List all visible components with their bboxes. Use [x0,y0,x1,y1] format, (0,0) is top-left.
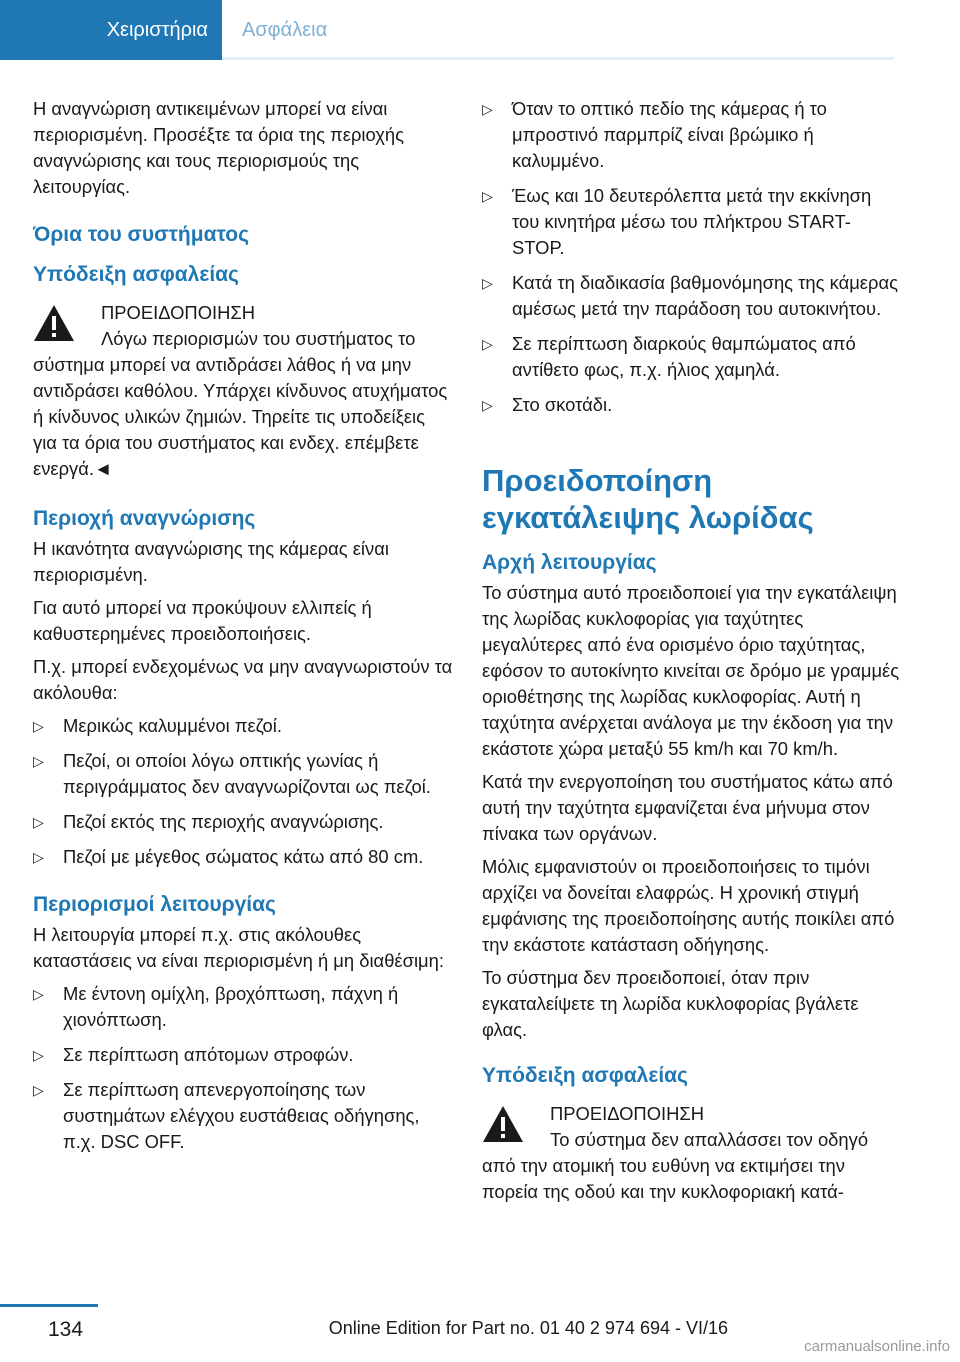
tab-underline [222,57,894,60]
list-item: ▷ Σε περίπτωση διαρκούς θαμπώματος από αντίθετο φως, π.χ. ήλιος χαμηλά. [482,331,902,383]
footer-accent-bar [0,1304,98,1307]
left-column [33,96,453,1164]
warning-block [33,300,453,482]
list-item: ▷ Στο σκοτάδι. [482,392,902,418]
list-item: ▷ Κατά τη διαδικασία βαθμονόμησης της κάμερας αμέσως μετά την παράδοση του αυτοκινήτου. [482,270,902,322]
principle-paragraph-1: Το σύστημα αυτό προειδοποιεί για την εγκατάλειψη της λωρίδας κυκλοφορίας για ταχύτητες μεγαλύτερες από ένα ορισμένο όριο ταχύτητας, εφόσον το αυτοκίνητο κινείται σε δρόμο με γραμμές οριοθέτησης της λωρίδας κυκλοφορίας. Αυτή η ταχύτητα ανέρχεται ανάλογα με την έκδοση για την εκάστοτε χώρα μεταξύ 55 km/h και 70 km/h. [482,582,900,759]
warning-block-2 [482,1101,902,1205]
list-item: ▷ Πεζοί, οι οποίοι λόγω οπτικής γωνίας ή περιγράμματος δεν αναγνωρίζονται ως πεζοί. [33,748,453,800]
list-item: ▷ Πεζοί με μέγεθος σώματος κάτω από 80 cm. [33,844,453,870]
intro-paragraph: Η αναγνώριση αντικειμένων μπορεί να είναι περιορισμένη. Προσέξτε τα όρια της περιοχής αναγνώρισης και τους περιορισμούς της λειτουργίας. [33,98,404,197]
tab-controls[interactable]: Χειριστήρια [0,0,222,60]
heading-detection-area: Περιοχή αναγνώρισης [33,507,256,530]
function-paragraph: Η λειτουργία μπορεί π.χ. στις ακόλουθες καταστάσεις να είναι περιορισμένη ή μη διαθέσιμη: [33,924,444,971]
principle-paragraph-3: Μόλις εμφανιστούν οι προειδοποιήσεις το τιμόνι αρχίζει να δονείται ελαφρώς. Η χρονική στιγμή εμφάνισης της προειδοποίησης αυτής ποικίλει από την εκάστοτε κατάσταση οδήγησης. [482,856,895,955]
area-paragraph-1: Η ικανότητα αναγνώρισης της κάμερας είναι περιορισμένη. [33,538,389,585]
area-list [33,713,453,870]
warning-text-first: Λόγω περιορισμών του συστήματος το [101,328,416,349]
warning-triangle-icon [33,304,75,342]
list-item: ▷ Πεζοί εκτός της περιοχής αναγνώρισης. [33,809,453,835]
tab-safety[interactable]: Ασφάλεια [222,0,894,60]
list-item: ▷ Όταν το οπτικό πεδίο της κάμερας ή το μπροστινό παρμπρίζ είναι βρώμικο ή καλυμμένο. [482,96,902,174]
list-item: ▷ Με έντονη ομίχλη, βροχόπτωση, πάχνη ή χιονόπτωση. [33,981,453,1033]
principle-paragraph-2: Κατά την ενεργοποίηση του συστήματος κάτω από αυτή την ταχύτητα εμφανίζεται ένα μήνυμα στον πίνακα των οργάνων. [482,771,893,844]
warning-title: ΠΡΟΕΙΔΟΠΟΙΗΣΗ [101,302,256,323]
warning-triangle-icon [482,1105,524,1143]
warning-title: ΠΡΟΕΙΔΟΠΟΙΗΣΗ [550,1103,705,1124]
list-item: ▷ Σε περίπτωση απότομων στροφών. [33,1042,453,1068]
warning-text: σύστημα μπορεί να αντιδράσει λάθος ή να μην αντιδράσει καθόλου. Υπάρχει κίνδυνος ατυχήματος ή κίνδυνος υλικών ζημιών. Τηρείτε τις υποδείξεις για τα όρια του συστήματος και ενδεχ. επέμβετε ενεργά.◄ [33,354,448,479]
function-list [33,981,453,1155]
right-column [482,96,902,1205]
heading-safety-note: Υπόδειξη ασφαλείας [33,263,239,286]
heading-principle: Αρχή λειτουργίας [482,551,657,574]
list-item: ▷ Μερικώς καλυμμένοι πεζοί. [33,713,453,739]
area-paragraph-3: Π.χ. μπορεί ενδεχομένως να μην αναγνωριστούν τα ακόλουθα: [33,656,453,703]
list-item: ▷ Σε περίπτωση απενεργοποίησης των συστημάτων ελέγχου ευστάθειας οδήγησης, π.χ. DSC OFF. [33,1077,453,1155]
edition-text: Online Edition for Part no. 01 40 2 974 694 - VI/16 [328,1318,728,1338]
principle-paragraph-4: Το σύστημα δεν προειδοποιεί, όταν πριν εγκαταλείψετε τη λωρίδα κυκλοφορίας βγάλετε φλας. [482,967,859,1040]
page-number: 134 [48,1318,84,1341]
warning-text-first: Το σύστημα δεν απαλλάσσει τον οδηγό [550,1129,869,1150]
heading-safety-note-2: Υπόδειξη ασφαλείας [482,1064,688,1087]
warning-text: από την ατομική του ευθύνη να εκτιμήσει την πορεία της οδού και την κυκλοφοριακή κατά- [482,1155,845,1202]
header-tabs [0,0,960,60]
heading-lane-departure-warning: Προειδοποίηση εγκατάλειψης λωρίδας [482,463,814,535]
list-item: ▷ Έως και 10 δευτερόλεπτα μετά την εκκίνηση του κινητήρα μέσω του πλήκτρου START-STOP. [482,183,902,261]
heading-system-limits: Όρια του συστήματος [33,223,250,246]
conditions-list [482,96,902,418]
watermark: carmanualsonline.info [804,1338,950,1355]
heading-function-limits: Περιορισμοί λειτουργίας [33,893,276,916]
area-paragraph-2: Για αυτό μπορεί να προκύψουν ελλιπείς ή καθυστερημένες προειδοποιήσεις. [33,597,372,644]
